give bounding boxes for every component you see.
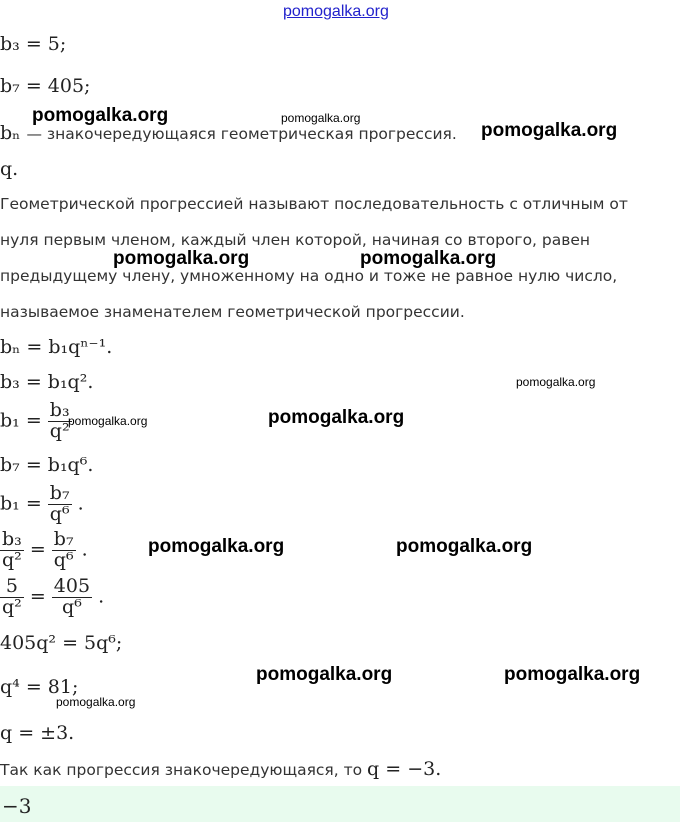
conclusion xyxy=(0,760,441,779)
fraction-b7-over-q6 xyxy=(48,484,72,525)
numerator: b₇ xyxy=(49,482,70,504)
formula-b3: b₃ = b₁q². xyxy=(0,371,94,393)
b1-equals: b₁ = xyxy=(0,409,42,432)
watermark-top-link[interactable]: pomogalka.org xyxy=(283,3,389,20)
given-b3: b₃ = 5; xyxy=(0,33,67,55)
sequence-description-text: — знакочередующаяся геометрическая прогрессия. xyxy=(26,125,457,143)
denominator: q⁶ xyxy=(62,595,82,618)
fraction-right xyxy=(52,530,76,571)
sequence-symbol: bₙ xyxy=(0,122,21,144)
formula-general-term: bₙ = b₁qⁿ⁻¹. xyxy=(0,336,113,358)
denominator: q⁶ xyxy=(53,548,74,571)
formula-b1-from-b3 xyxy=(0,401,72,442)
answer-box xyxy=(0,786,680,822)
watermark: pomogalka.org xyxy=(32,105,169,126)
numerator: 5 xyxy=(0,577,24,598)
definition-line-3: предыдущему члену, умноженному на одно и тоже не равное нулю число, xyxy=(0,267,618,285)
equation-fractions-symbolic: $\frac{\text{b₃}}{\text{q²}}$ = $\frac{\text{b₇}}{\text{q⁶}}$ . xyxy=(2,528,88,571)
find-q: q. xyxy=(0,158,19,180)
numerator: b₃ xyxy=(2,528,22,550)
numerator: b₇ xyxy=(53,528,74,550)
denominator: q⁶ xyxy=(49,502,70,525)
answer-value: −3 xyxy=(2,794,32,818)
definition-line-1: Геометрической прогрессией называют последовательность с отличным от xyxy=(0,195,628,213)
equation-q-solutions: q = ±3. xyxy=(0,722,75,744)
numerator: b₃ xyxy=(49,399,70,421)
denominator: q² xyxy=(2,548,22,571)
b1-equals: b₁ = xyxy=(0,492,42,515)
definition-line-4: называемое знаменателем геометрической прогрессии. xyxy=(0,303,465,321)
formula-b1-from-b7: b₁ = $\frac{\text{b₇}}{\text{q⁶}}$ . xyxy=(0,482,84,525)
watermark: pomogalka.org xyxy=(68,414,148,428)
fraction-left xyxy=(0,530,24,571)
equation-cross-multiplied: 405q² = 5q⁶; xyxy=(0,632,123,654)
conclusion-text: Так как прогрессия знакочередующаяся, то xyxy=(0,761,363,779)
numerator: 405 xyxy=(53,575,91,597)
fraction-left xyxy=(0,577,24,618)
conclusion-math: q = −3. xyxy=(367,758,442,780)
denominator: q² xyxy=(49,419,70,442)
watermark: pomogalka.org xyxy=(281,111,361,125)
denominator: q² xyxy=(2,595,22,618)
watermark: pomogalka.org xyxy=(516,375,596,389)
watermark: pomogalka.org xyxy=(396,536,533,557)
equation-fractions-numeric: $\frac{5}{\text{q²}}$ = $\frac{405}{\text{q⁶}}$ . xyxy=(2,575,105,618)
watermark: pomogalka.org xyxy=(256,664,393,685)
definition-line-2: нуля первым членом, каждый член которой, начиная со второго, равен xyxy=(0,231,591,249)
fraction-right xyxy=(52,577,92,618)
given-sequence-description xyxy=(0,124,457,143)
watermark: pomogalka.org xyxy=(268,407,405,428)
watermark: pomogalka.org xyxy=(56,695,136,709)
watermark: pomogalka.org xyxy=(504,664,641,685)
equation-q4: q⁴ = 81; xyxy=(0,676,79,698)
watermark: pomogalka.org xyxy=(360,248,497,269)
watermark: pomogalka.org xyxy=(481,120,618,141)
given-b7: b₇ = 405; xyxy=(0,75,91,97)
formula-b7: b₇ = b₁q⁶. xyxy=(0,454,94,476)
watermark: pomogalka.org xyxy=(113,248,250,269)
watermark: pomogalka.org xyxy=(148,536,285,557)
